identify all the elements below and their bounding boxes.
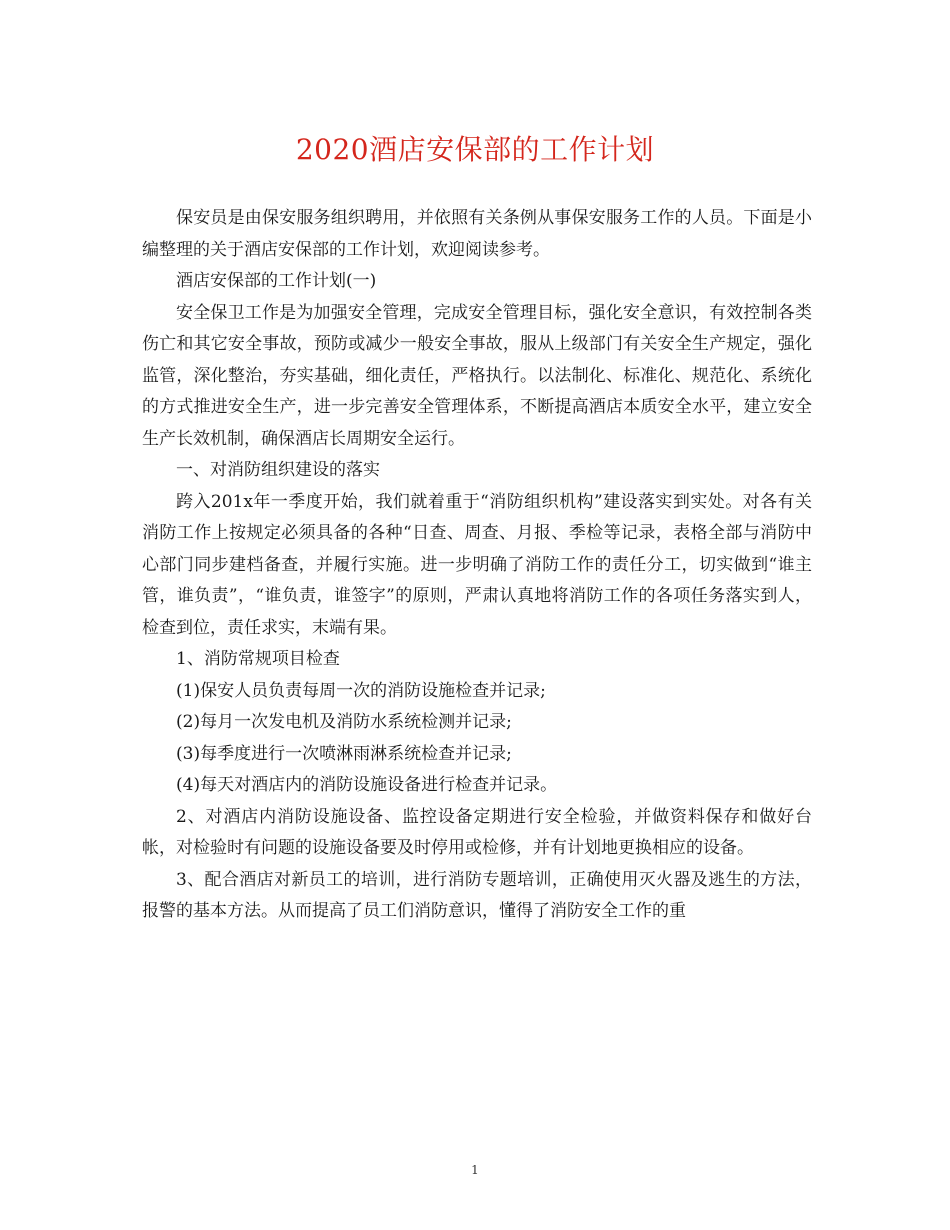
- list-item: (3)每季度进行一次喷淋雨淋系统检查并记录;: [176, 743, 512, 764]
- paragraph-intro: 保安员是由保安服务组织聘用，并依照有关条例从事保安服务工作的人员。下面是小编整理的关于酒店安保部的工作计划，欢迎阅读参考。: [142, 208, 812, 260]
- document-title: 2020酒店安保部的工作计划: [295, 133, 655, 166]
- subheading-routine-inspection: 1、消防常规项目检查: [176, 649, 340, 669]
- paragraph-fire-organization: 跨入201x年一季度开始，我们就着重于“消防组织机构”建设落实到实处。对各有关消防工作上按规定必须具备的各种“日查、周查、月报、季检等记录，表格全部与消防中心部门同步建档备查，并履行实施。进一步明确了消防工作的责任分工，切实做到“谁主管，谁负责”，“谁负责，谁签字”的原则，严肃认真地将消防工作的各项任务落实到人，检查到位，责任求实，末端有果。: [142, 491, 812, 638]
- paragraph-staff-training: 3、配合酒店对新员工的培训，进行消防专题培训，正确使用灭火器及逃生的方法，报警的基本方法。从而提高了员工们消防意识，懂得了消防安全工作的重: [142, 869, 812, 921]
- section-heading-fire-organization: 一、对消防组织建设的落实: [176, 460, 380, 480]
- document-body: [142, 203, 812, 928]
- list-item: (2)每月一次发电机及消防水系统检测并记录;: [176, 712, 512, 732]
- page-number: 1: [471, 1163, 479, 1177]
- paragraph-overview: 安全保卫工作是为加强安全管理，完成安全管理目标，强化安全意识，有效控制各类伤亡和其它安全事故，预防或减少一般安全事故，服从上级部门有关安全生产规定，强化监管，深化整治，夯实基础，细化责任，严格执行。以法制化、标准化、规范化、系统化的方式推进安全生产，进一步完善安全管理体系，不断提高酒店本质安全水平，建立安全生产长效机制，确保酒店长周期安全运行。: [142, 302, 812, 449]
- paragraph-equipment-inspection: 2、对酒店内消防设施设备、监控设备定期进行安全检验，并做资料保存和做好台帐，对检验时有问题的设施设备要及时停用或检修，并有计划地更换相应的设备。: [142, 806, 812, 858]
- list-item: (4)每天对酒店内的消防设施设备进行检查并记录。: [176, 775, 558, 795]
- section-heading-plan-1: 酒店安保部的工作计划(一): [176, 271, 377, 291]
- list-item: (1)保安人员负责每周一次的消防设施检查并记录;: [176, 680, 546, 701]
